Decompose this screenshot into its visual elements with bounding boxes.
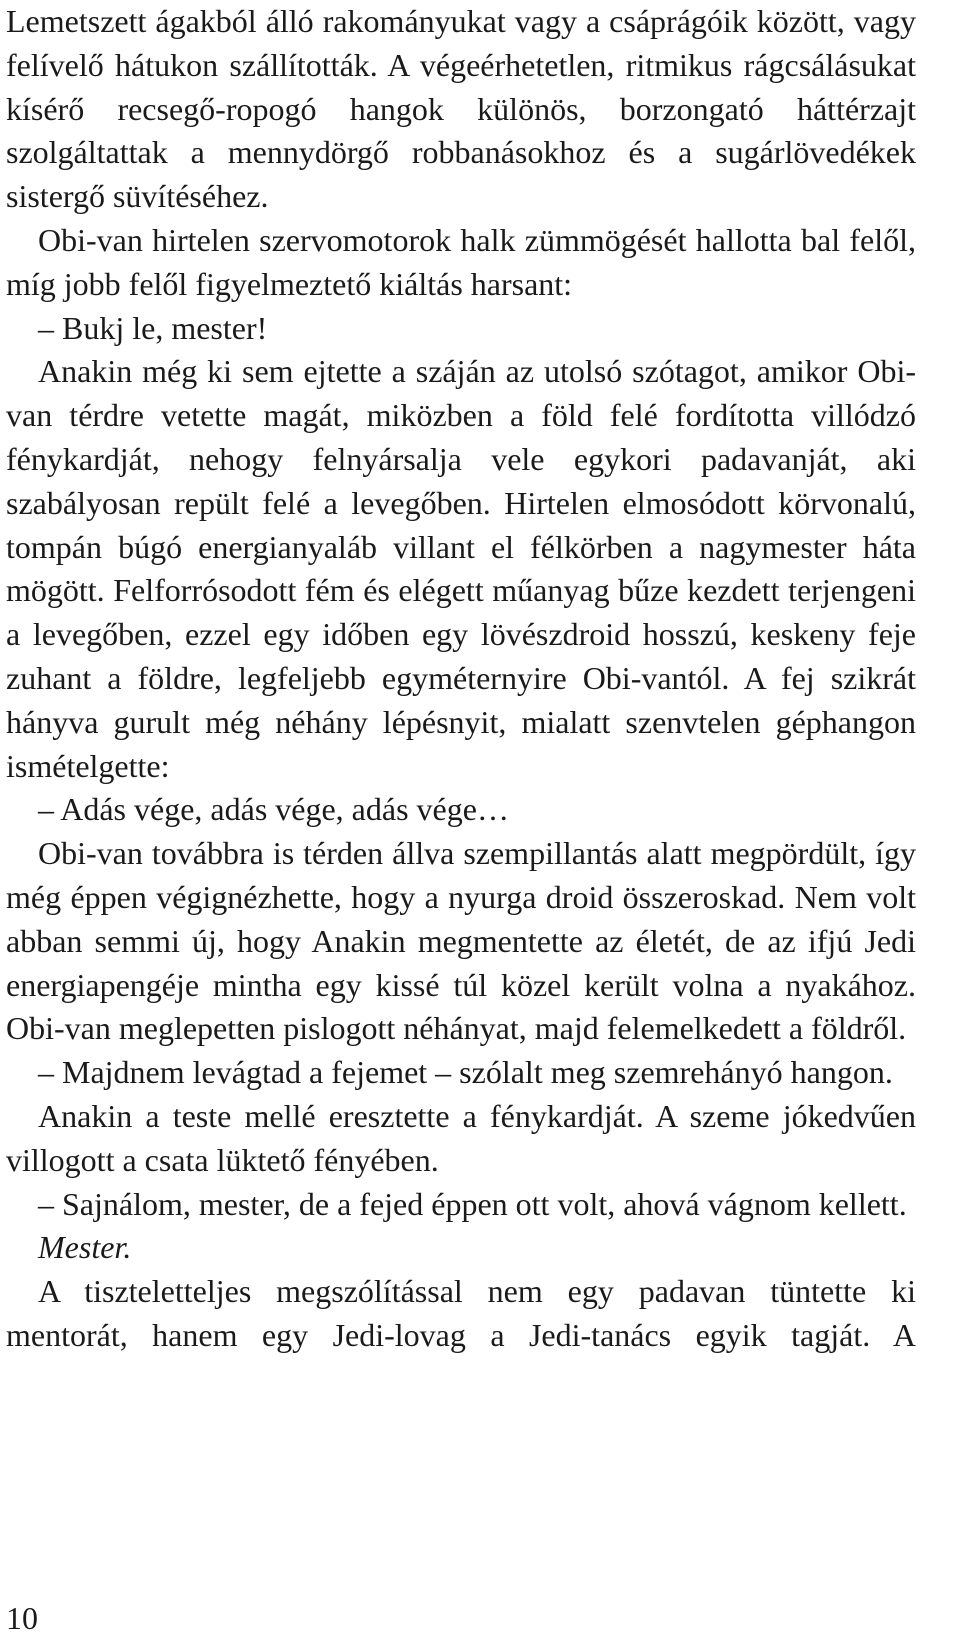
paragraph: Anakin még ki sem ejtette a száján az utolsó szótagot, amikor Obi-van térdre vetette magát, miközben a föld felé fordította villódzó fénykardját, nehogy felnyársalja vele egykori padavanját, aki szabályosan repült felé a levegőben. Hirtelen elmosódott körvonalú, tompán búgó energianyaláb villant el félkörben a nagymester háta mögött. Felforrósodott fém és elégett műanyag bűze kezdett terjengeni a levegőben, ezzel egy időben egy lövészdroid hosszú, keskeny feje zuhant a földre, legfeljebb egyméternyire Obi-vantól. A fej szikrát hányva gurult még néhány lépésnyit, mialatt szenvtelen géphangon ismételgette: xyxy=(6,353,916,784)
dialogue-line: – Bukj le, mester! xyxy=(38,309,268,346)
paragraph: Obi-van hirtelen szervomotorok halk zümmögését hallotta bal felől, míg jobb felől figyelmeztető kiáltás harsant: xyxy=(6,221,916,302)
paragraph: Obi-van továbbra is térden állva szempillantás alatt megpördült, így még éppen végignézhette, hogy a nyurga droid összeroskad. Nem volt abban semmi új, hogy Anakin megmentette az életét, de az ifjú Jedi energiapengéje mintha egy kissé túl közel került volna a nyakához. Obi-van meglepetten pislogott néhányat, majd felemelkedett a földről. xyxy=(6,835,916,1047)
dialogue-line: – Sajnálom, mester, de a fejed éppen ott volt, ahová vágnom kellett. xyxy=(38,1185,907,1222)
italic-thought xyxy=(6,1226,916,1270)
paragraph: Lemetszett ágakból álló rakományukat vagy a csáprágóik között, vagy felívelő hátukon szállították. A végeérhetetlen, ritmikus rágcsálásukat kísérő recsegő-ropogó hangok különös, borzongató háttérzajt szolgáltattak a mennydörgő robbanásokhoz és a sugárlövedékek sistergő süvítéséhez. xyxy=(6,3,916,215)
body-text xyxy=(6,0,916,1358)
dialogue-line: – Majdnem levágtad a fejemet – szólalt meg szemrehányó hangon. xyxy=(38,1054,893,1091)
page-number: 10 xyxy=(6,1600,38,1636)
paragraph: Anakin a teste mellé eresztette a fénykardját. A szeme jókedvűen villogott a csata lüktető fényében. xyxy=(6,1097,916,1178)
paragraph: A tiszteletteljes megszólítással nem egy padavan tüntette ki mentorát, hanem egy Jedi-lovag a Jedi-tanács egyik tagját. A xyxy=(6,1273,916,1353)
dialogue-line: – Adás vége, adás vége, adás vége… xyxy=(38,791,509,828)
italic-thought-text: Mester. xyxy=(38,1229,132,1266)
